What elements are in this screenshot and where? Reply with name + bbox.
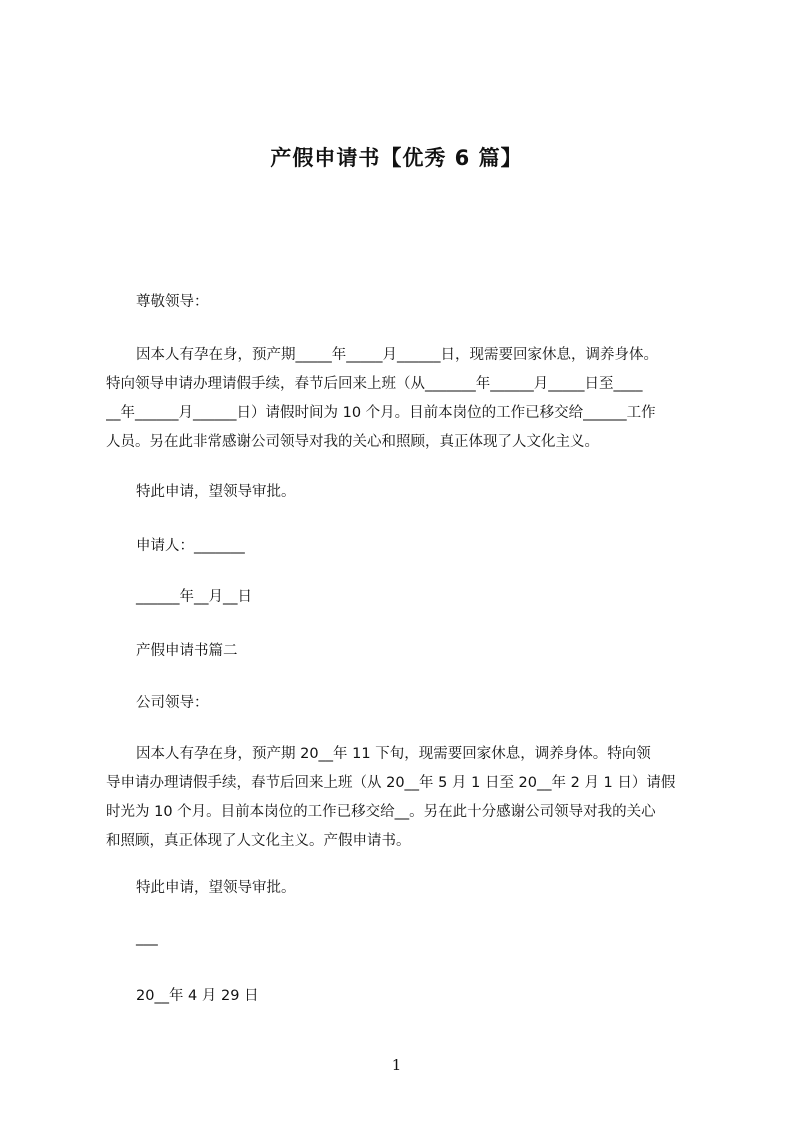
paragraph-line: 人员。另在此非常感谢公司领导对我的关心和照顾，真正体现了人文化主义。 xyxy=(106,434,599,450)
paragraph-line: 时光为 10 个月。目前本岗位的工作已移交给__。另在此十分感谢公司领导对我的关心 xyxy=(106,804,656,820)
paragraph-line: 导申请办理请假手续，春节后回来上班（从 20__年 5 月 1 日至 20__年 2 月 1 日）请假 xyxy=(106,775,676,791)
paragraph-line: 特向领导申请办理请假手续，春节后回来上班（从_______年______月_____日至____ xyxy=(106,376,643,392)
applicant-line: 申请人：_______ xyxy=(136,538,245,554)
paragraph-line: 因本人有孕在身，预产期 20__年 11 下旬，现需要回家休息，调养身体。特向领 xyxy=(136,746,651,762)
page-number: 1 xyxy=(391,1056,402,1074)
paragraph-line: 和照顾，真正体现了人文化主义。产假申请书。 xyxy=(106,833,411,849)
closing-2: 特此申请，望领导审批。 xyxy=(136,880,296,896)
paragraph-line: 因本人有孕在身，预产期_____年_____月______日，现需要回家休息，调养身体。 xyxy=(136,347,658,363)
section-heading-2: 产假申请书篇二 xyxy=(136,643,238,659)
salutation-1: 尊敬领导： xyxy=(136,294,209,310)
date-line-2: 20__年 4 月 29 日 xyxy=(136,988,259,1004)
body-paragraph-2 xyxy=(106,743,698,859)
salutation-2: 公司领导： xyxy=(136,695,209,711)
date-line-1: ______年__月__日 xyxy=(136,589,252,605)
document-title: 产假申请书【优秀 6 篇】 xyxy=(270,146,523,170)
closing-1: 特此申请，望领导审批。 xyxy=(136,484,296,500)
body-paragraph-1 xyxy=(106,344,698,460)
paragraph-line: __年______月______日）请假时间为 10 个月。目前本岗位的工作已移交给______工作 xyxy=(106,405,656,421)
signature-blank: ___ xyxy=(136,930,158,946)
